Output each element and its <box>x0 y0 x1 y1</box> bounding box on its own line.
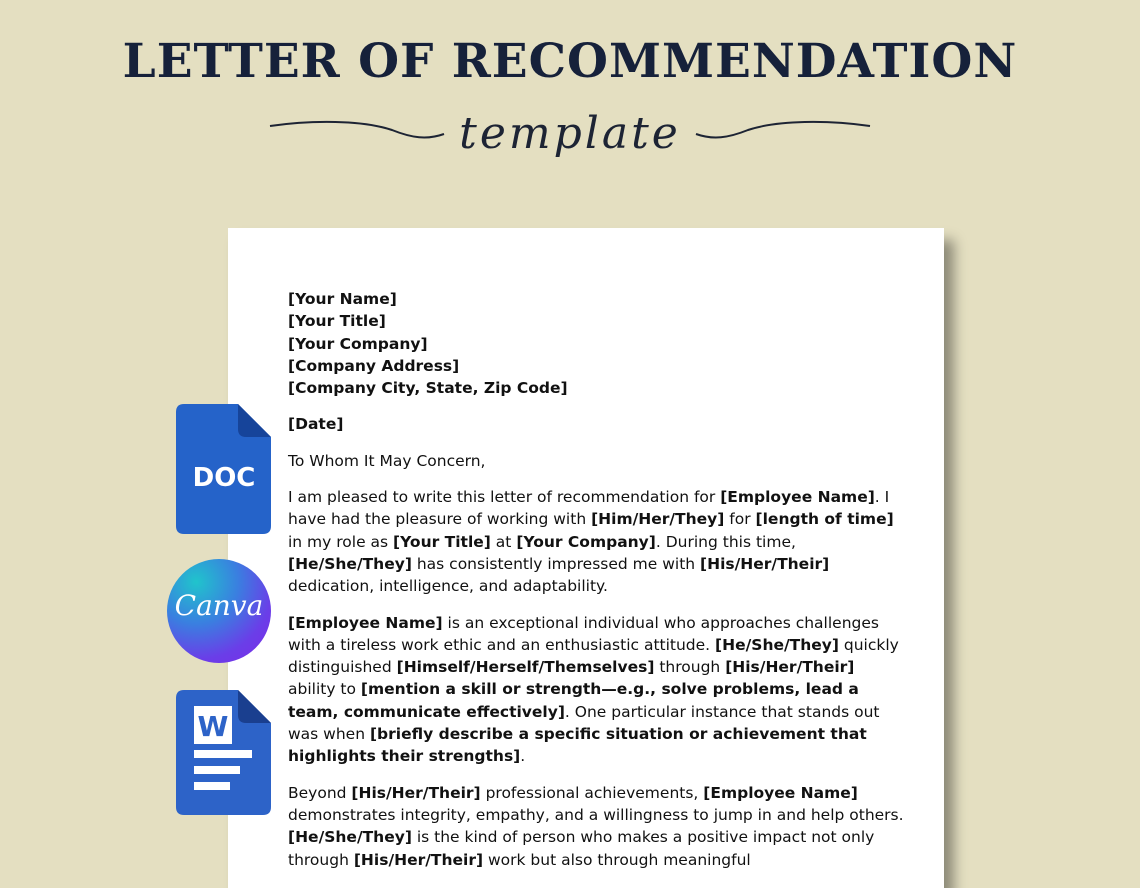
subtitle-flourish <box>262 100 878 172</box>
paragraph-3: Beyond [His/Her/Their] professional achievements, [Employee Name] demonstrates integrity, empathy, and a willingness to jump in and help others. [He/She/They] is the kind of person who makes a positive impact not only through [His/Her/Their] work but also through meaningful <box>288 783 904 869</box>
salutation: To Whom It May Concern, <box>288 451 486 470</box>
page-title: LETTER OF RECOMMENDATION <box>122 34 1018 89</box>
letter-body <box>288 288 904 871</box>
date-line: [Date] <box>288 415 344 434</box>
letter-page <box>228 228 944 888</box>
paragraph-2: [Employee Name] is an exceptional individual who approaches challenges with a tireless work ethic and an enthusiastic attitude. [He/She/They] quickly distinguished [Himself/Herself/Themselves] through [His/Her/Their] ability to [mention a skill or strength—e.g., solve problems, lead a team, communicate effectively]. One particular instance that stands out was when [briefly describe a specific situation or achievement that highlights their strengths]. <box>288 613 899 766</box>
sender-line: [Your Company] <box>288 334 428 353</box>
canva-icon <box>167 559 271 663</box>
canva-label: Canva <box>174 589 264 622</box>
sender-block <box>288 288 904 399</box>
word-label: W <box>197 710 229 743</box>
subtitle-text: template <box>459 108 681 159</box>
sender-line: [Company Address] <box>288 356 460 375</box>
sender-line: [Your Name] <box>288 290 397 308</box>
microsoft-word-icon <box>176 690 271 815</box>
sender-line: [Company City, State, Zip Code] <box>288 379 568 398</box>
paragraph-1: I am pleased to write this letter of recommendation for [Employee Name]. I have had the pleasure of working with [Him/Her/They] for [length of time] in my role as [Your Title] at [Your Company]. During this time, [He/She/They] has consistently impressed me with [His/Her/Their] dedication, intelligence, and adaptability. <box>288 488 894 596</box>
sender-line: [Your Title] <box>288 312 386 331</box>
doc-label: DOC <box>192 463 256 493</box>
google-docs-icon <box>176 404 271 534</box>
